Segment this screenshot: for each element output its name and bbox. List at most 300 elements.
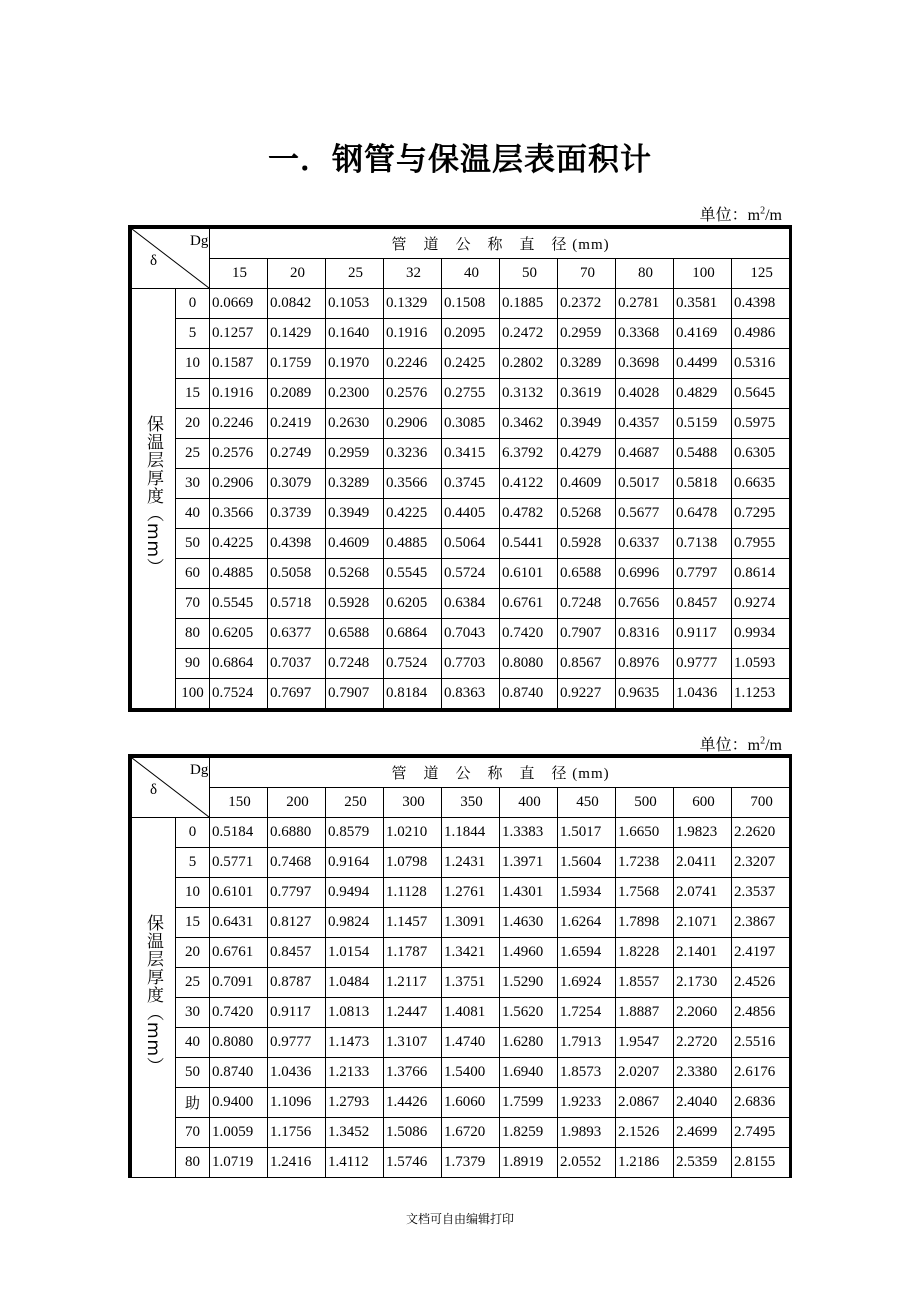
value-cell: 0.3289	[558, 349, 616, 379]
value-cell: 1.7238	[616, 848, 674, 878]
value-cell: 1.4426	[384, 1088, 442, 1118]
value-cell: 0.2300	[326, 379, 384, 409]
value-cell: 0.2576	[210, 439, 268, 469]
value-cell: 1.0484	[326, 968, 384, 998]
table-row	[132, 559, 790, 589]
thickness-cell: 70	[176, 589, 210, 619]
value-cell: 0.3745	[442, 469, 500, 499]
value-cell: 0.4986	[732, 319, 790, 349]
value-cell: 1.4960	[500, 938, 558, 968]
value-cell: 2.4699	[674, 1118, 732, 1148]
value-cell: 0.8457	[268, 938, 326, 968]
thickness-cell: 40	[176, 1028, 210, 1058]
diameter-cell: 32	[384, 259, 442, 289]
value-cell: 0.2472	[500, 319, 558, 349]
unit-label-1: 单位：$m^2/m$	[699, 205, 782, 224]
value-cell: 0.1257	[210, 319, 268, 349]
value-cell: 0.9274	[732, 589, 790, 619]
value-cell: 0.2630	[326, 409, 384, 439]
value-cell: 0.5975	[732, 409, 790, 439]
value-cell: 0.1508	[442, 289, 500, 319]
value-cell: 0.5928	[558, 529, 616, 559]
value-cell: 1.3452	[326, 1118, 384, 1148]
value-cell: 2.7495	[732, 1118, 790, 1148]
value-cell: 0.5645	[732, 379, 790, 409]
value-cell: 0.4279	[558, 439, 616, 469]
value-cell: 0.0842	[268, 289, 326, 319]
value-cell: 0.8740	[210, 1058, 268, 1088]
value-cell: 0.5724	[442, 559, 500, 589]
thickness-cell: 40	[176, 499, 210, 529]
value-cell: 1.3383	[500, 818, 558, 848]
value-cell: 0.7524	[384, 649, 442, 679]
table-row	[132, 379, 790, 409]
diameter-cell: 600	[674, 788, 732, 818]
value-cell: 2.1730	[674, 968, 732, 998]
value-cell: 1.6060	[442, 1088, 500, 1118]
value-cell: 0.5488	[674, 439, 732, 469]
value-cell: 1.5746	[384, 1148, 442, 1178]
value-cell: 1.1756	[268, 1118, 326, 1148]
value-cell: 1.2117	[384, 968, 442, 998]
value-cell: 1.5290	[500, 968, 558, 998]
value-cell: 1.1253	[732, 679, 790, 709]
value-cell: 0.6478	[674, 499, 732, 529]
value-cell: 1.0154	[326, 938, 384, 968]
value-cell: 1.6594	[558, 938, 616, 968]
value-cell: 0.2089	[268, 379, 326, 409]
value-cell: 0.3619	[558, 379, 616, 409]
thickness-cell: 15	[176, 379, 210, 409]
value-cell: 0.5064	[442, 529, 500, 559]
table-row	[132, 619, 790, 649]
value-cell: 0.4609	[558, 469, 616, 499]
value-cell: 1.3091	[442, 908, 500, 938]
value-cell: 0.2755	[442, 379, 500, 409]
value-cell: 0.9227	[558, 679, 616, 709]
value-cell: 0.6996	[616, 559, 674, 589]
value-cell: 0.4122	[500, 469, 558, 499]
thickness-cell: 90	[176, 649, 210, 679]
diameter-header: 管 道 公 称 直 径 (mm)	[210, 229, 790, 259]
value-cell: 0.1053	[326, 289, 384, 319]
value-cell: 1.6264	[558, 908, 616, 938]
value-cell: 0.7656	[616, 589, 674, 619]
table-row	[132, 289, 790, 319]
value-cell: 0.9635	[616, 679, 674, 709]
value-cell: 0.4687	[616, 439, 674, 469]
thickness-cell: 15	[176, 908, 210, 938]
value-cell: 1.3766	[384, 1058, 442, 1088]
value-cell: 0.3739	[268, 499, 326, 529]
value-cell: 1.5017	[558, 818, 616, 848]
table-row	[132, 589, 790, 619]
value-cell: 0.6761	[210, 938, 268, 968]
value-cell: 0.4885	[384, 529, 442, 559]
thickness-group-label: 保温层厚度（mm）	[132, 818, 176, 1178]
value-cell: 1.3107	[384, 1028, 442, 1058]
value-cell: 2.0207	[616, 1058, 674, 1088]
table-row	[132, 908, 790, 938]
value-cell: 1.0436	[674, 679, 732, 709]
value-cell: 0.2749	[268, 439, 326, 469]
value-cell: 0.8127	[268, 908, 326, 938]
value-cell: 0.7524	[210, 679, 268, 709]
value-cell: 0.8080	[210, 1028, 268, 1058]
thickness-cell: 5	[176, 319, 210, 349]
thickness-cell: 50	[176, 1058, 210, 1088]
value-cell: 0.8316	[616, 619, 674, 649]
value-cell: 1.2793	[326, 1088, 384, 1118]
thickness-cell: 10	[176, 878, 210, 908]
value-cell: 0.5017	[616, 469, 674, 499]
value-cell: 0.4398	[732, 289, 790, 319]
delta-label: δ	[150, 782, 158, 798]
value-cell: 0.3085	[442, 409, 500, 439]
value-cell: 1.2133	[326, 1058, 384, 1088]
thickness-cell: 100	[176, 679, 210, 709]
table-row	[132, 878, 790, 908]
value-cell: 2.1401	[674, 938, 732, 968]
surface-area-table-2	[128, 754, 792, 1178]
table-row	[132, 968, 790, 998]
value-cell: 0.6377	[268, 619, 326, 649]
table-row	[132, 349, 790, 379]
diameter-cell: 400	[500, 788, 558, 818]
value-cell: 0.2781	[616, 289, 674, 319]
value-cell: 0.6635	[732, 469, 790, 499]
value-cell: 0.7138	[674, 529, 732, 559]
diameter-cell: 125	[732, 259, 790, 289]
value-cell: 1.4630	[500, 908, 558, 938]
value-cell: 0.3949	[558, 409, 616, 439]
value-cell: 0.6864	[210, 649, 268, 679]
value-cell: 0.6337	[616, 529, 674, 559]
table-row	[132, 649, 790, 679]
value-cell: 2.2620	[732, 818, 790, 848]
value-cell: 0.5159	[674, 409, 732, 439]
diameter-cell: 300	[384, 788, 442, 818]
value-cell: 0.9117	[674, 619, 732, 649]
value-cell: 1.9233	[558, 1088, 616, 1118]
value-cell: 0.2372	[558, 289, 616, 319]
diameter-cell: 150	[210, 788, 268, 818]
value-cell: 1.6940	[500, 1058, 558, 1088]
thickness-cell: 60	[176, 559, 210, 589]
thickness-cell: 50	[176, 529, 210, 559]
diameter-cell: 70	[558, 259, 616, 289]
page-title: 一．钢管与保温层表面积计	[268, 142, 652, 178]
diameter-header: 管 道 公 称 直 径 (mm)	[210, 758, 790, 788]
value-cell: 0.3566	[210, 499, 268, 529]
value-cell: 0.1329	[384, 289, 442, 319]
value-cell: 0.4398	[268, 529, 326, 559]
value-cell: 0.7091	[210, 968, 268, 998]
value-cell: 6.3792	[500, 439, 558, 469]
value-cell: 1.7913	[558, 1028, 616, 1058]
value-cell: 1.5400	[442, 1058, 500, 1088]
value-cell: 2.0552	[558, 1148, 616, 1178]
value-cell: 0.8184	[384, 679, 442, 709]
table-row	[132, 848, 790, 878]
value-cell: 1.3421	[442, 938, 500, 968]
value-cell: 0.2802	[500, 349, 558, 379]
value-cell: 1.8887	[616, 998, 674, 1028]
diameter-cell: 80	[616, 259, 674, 289]
value-cell: 0.4499	[674, 349, 732, 379]
value-cell: 2.2060	[674, 998, 732, 1028]
value-cell: 0.1885	[500, 289, 558, 319]
value-cell: 1.5604	[558, 848, 616, 878]
thickness-cell: 80	[176, 1148, 210, 1178]
delta-label: δ	[150, 253, 158, 269]
value-cell: 0.1587	[210, 349, 268, 379]
unit-label-2: 单位：$m^2/m$	[699, 735, 782, 754]
value-cell: 2.1526	[616, 1118, 674, 1148]
value-cell: 1.9893	[558, 1118, 616, 1148]
table-row	[132, 529, 790, 559]
value-cell: 0.5928	[326, 589, 384, 619]
value-cell: 1.4112	[326, 1148, 384, 1178]
table-row	[132, 409, 790, 439]
thickness-cell: 80	[176, 619, 210, 649]
diameter-cell: 250	[326, 788, 384, 818]
value-cell: 0.7797	[674, 559, 732, 589]
value-cell: 0.8787	[268, 968, 326, 998]
value-cell: 0.4225	[210, 529, 268, 559]
table-row	[132, 998, 790, 1028]
value-cell: 1.8557	[616, 968, 674, 998]
diameter-cell: 40	[442, 259, 500, 289]
value-cell: 0.2959	[558, 319, 616, 349]
value-cell: 0.1429	[268, 319, 326, 349]
value-cell: 0.5184	[210, 818, 268, 848]
value-cell: 0.8457	[674, 589, 732, 619]
value-cell: 2.4197	[732, 938, 790, 968]
value-cell: 0.5058	[268, 559, 326, 589]
value-cell: 0.6205	[384, 589, 442, 619]
value-cell: 0.5268	[558, 499, 616, 529]
value-cell: 1.0813	[326, 998, 384, 1028]
value-cell: 2.0741	[674, 878, 732, 908]
value-cell: 0.6880	[268, 818, 326, 848]
diameter-cell: 500	[616, 788, 674, 818]
value-cell: 0.6384	[442, 589, 500, 619]
value-cell: 1.5620	[500, 998, 558, 1028]
value-cell: 0.9117	[268, 998, 326, 1028]
value-cell: 0.1916	[384, 319, 442, 349]
corner-header	[132, 758, 210, 818]
value-cell: 1.0436	[268, 1058, 326, 1088]
value-cell: 0.7295	[732, 499, 790, 529]
table-row	[132, 469, 790, 499]
value-cell: 1.8919	[500, 1148, 558, 1178]
value-cell: 1.2431	[442, 848, 500, 878]
thickness-group-label: 保温层厚度（mm）	[132, 289, 176, 709]
value-cell: 0.5545	[210, 589, 268, 619]
value-cell: 0.4225	[384, 499, 442, 529]
value-cell: 1.7254	[558, 998, 616, 1028]
value-cell: 0.4782	[500, 499, 558, 529]
value-cell: 2.3537	[732, 878, 790, 908]
value-cell: 0.0669	[210, 289, 268, 319]
value-cell: 1.2416	[268, 1148, 326, 1178]
table-row	[132, 1088, 790, 1118]
value-cell: 2.4040	[674, 1088, 732, 1118]
value-cell: 0.8080	[500, 649, 558, 679]
value-cell: 0.7248	[558, 589, 616, 619]
value-cell: 1.2761	[442, 878, 500, 908]
value-cell: 0.8976	[616, 649, 674, 679]
value-cell: 0.7703	[442, 649, 500, 679]
value-cell: 1.1096	[268, 1088, 326, 1118]
value-cell: 0.3698	[616, 349, 674, 379]
value-cell: 2.0411	[674, 848, 732, 878]
value-cell: 1.2186	[616, 1148, 674, 1178]
thickness-cell: 30	[176, 998, 210, 1028]
value-cell: 0.9824	[326, 908, 384, 938]
value-cell: 0.1970	[326, 349, 384, 379]
dg-label: Dg	[190, 762, 209, 778]
value-cell: 1.7599	[500, 1088, 558, 1118]
surface-area-table-1	[128, 225, 792, 712]
value-cell: 0.4829	[674, 379, 732, 409]
value-cell: 0.4357	[616, 409, 674, 439]
footer-note: 文档可自由编辑打印	[405, 1212, 514, 1226]
value-cell: 1.7568	[616, 878, 674, 908]
value-cell: 0.8740	[500, 679, 558, 709]
value-cell: 1.9823	[674, 818, 732, 848]
value-cell: 2.6176	[732, 1058, 790, 1088]
value-cell: 0.7468	[268, 848, 326, 878]
table-row	[132, 439, 790, 469]
thickness-cell: 20	[176, 409, 210, 439]
value-cell: 1.6280	[500, 1028, 558, 1058]
value-cell: 0.5441	[500, 529, 558, 559]
value-cell: 2.0867	[616, 1088, 674, 1118]
value-cell: 0.5677	[616, 499, 674, 529]
value-cell: 0.7420	[500, 619, 558, 649]
thickness-cell: 25	[176, 439, 210, 469]
value-cell: 1.6650	[616, 818, 674, 848]
thickness-cell: 5	[176, 848, 210, 878]
value-cell: 1.6924	[558, 968, 616, 998]
value-cell: 0.6101	[210, 878, 268, 908]
value-cell: 0.2576	[384, 379, 442, 409]
table-row	[132, 319, 790, 349]
value-cell: 0.6588	[326, 619, 384, 649]
thickness-cell: 20	[176, 938, 210, 968]
value-cell: 0.9400	[210, 1088, 268, 1118]
value-cell: 1.7898	[616, 908, 674, 938]
table-row	[132, 818, 790, 848]
value-cell: 0.9494	[326, 878, 384, 908]
value-cell: 0.7248	[326, 649, 384, 679]
value-cell: 0.3462	[500, 409, 558, 439]
value-cell: 0.7037	[268, 649, 326, 679]
value-cell: 0.6205	[210, 619, 268, 649]
value-cell: 1.0210	[384, 818, 442, 848]
value-cell: 1.8228	[616, 938, 674, 968]
value-cell: 1.0719	[210, 1148, 268, 1178]
table-row	[132, 1148, 790, 1178]
table-row	[132, 1058, 790, 1088]
value-cell: 0.5545	[384, 559, 442, 589]
value-cell: 0.8363	[442, 679, 500, 709]
value-cell: 1.1473	[326, 1028, 384, 1058]
value-cell: 0.7797	[268, 878, 326, 908]
table-row	[132, 499, 790, 529]
value-cell: 1.1844	[442, 818, 500, 848]
value-cell: 1.1787	[384, 938, 442, 968]
value-cell: 0.3566	[384, 469, 442, 499]
value-cell: 1.8259	[500, 1118, 558, 1148]
value-cell: 1.4081	[442, 998, 500, 1028]
value-cell: 1.9547	[616, 1028, 674, 1058]
value-cell: 2.2720	[674, 1028, 732, 1058]
value-cell: 0.7907	[558, 619, 616, 649]
value-cell: 1.0593	[732, 649, 790, 679]
diameter-cell: 25	[326, 259, 384, 289]
value-cell: 2.3867	[732, 908, 790, 938]
value-cell: 0.7955	[732, 529, 790, 559]
value-cell: 2.4856	[732, 998, 790, 1028]
value-cell: 0.7907	[326, 679, 384, 709]
value-cell: 2.3380	[674, 1058, 732, 1088]
value-cell: 0.3132	[500, 379, 558, 409]
table-row	[132, 938, 790, 968]
table-row	[132, 1028, 790, 1058]
value-cell: 1.0059	[210, 1118, 268, 1148]
value-cell: 0.5771	[210, 848, 268, 878]
value-cell: 1.3971	[500, 848, 558, 878]
thickness-cell: 助	[176, 1088, 210, 1118]
value-cell: 0.1640	[326, 319, 384, 349]
value-cell: 0.4405	[442, 499, 500, 529]
diameter-cell: 450	[558, 788, 616, 818]
value-cell: 0.3079	[268, 469, 326, 499]
value-cell: 0.9777	[268, 1028, 326, 1058]
value-cell: 0.6101	[500, 559, 558, 589]
value-cell: 0.9934	[732, 619, 790, 649]
value-cell: 2.4526	[732, 968, 790, 998]
value-cell: 1.4740	[442, 1028, 500, 1058]
dg-label: Dg	[190, 233, 209, 249]
value-cell: 0.7697	[268, 679, 326, 709]
value-cell: 2.1071	[674, 908, 732, 938]
value-cell: 0.3415	[442, 439, 500, 469]
value-cell: 0.2419	[268, 409, 326, 439]
value-cell: 2.6836	[732, 1088, 790, 1118]
table-row	[132, 679, 790, 709]
value-cell: 0.2246	[384, 349, 442, 379]
value-cell: 1.0798	[384, 848, 442, 878]
value-cell: 1.6720	[442, 1118, 500, 1148]
value-cell: 1.1457	[384, 908, 442, 938]
value-cell: 0.2246	[210, 409, 268, 439]
value-cell: 0.8614	[732, 559, 790, 589]
value-cell: 2.5516	[732, 1028, 790, 1058]
value-cell: 0.4169	[674, 319, 732, 349]
value-cell: 0.3949	[326, 499, 384, 529]
value-cell: 0.6588	[558, 559, 616, 589]
value-cell: 0.9777	[674, 649, 732, 679]
value-cell: 1.5934	[558, 878, 616, 908]
value-cell: 2.8155	[732, 1148, 790, 1178]
value-cell: 0.3581	[674, 289, 732, 319]
value-cell: 0.3368	[616, 319, 674, 349]
value-cell: 0.5268	[326, 559, 384, 589]
